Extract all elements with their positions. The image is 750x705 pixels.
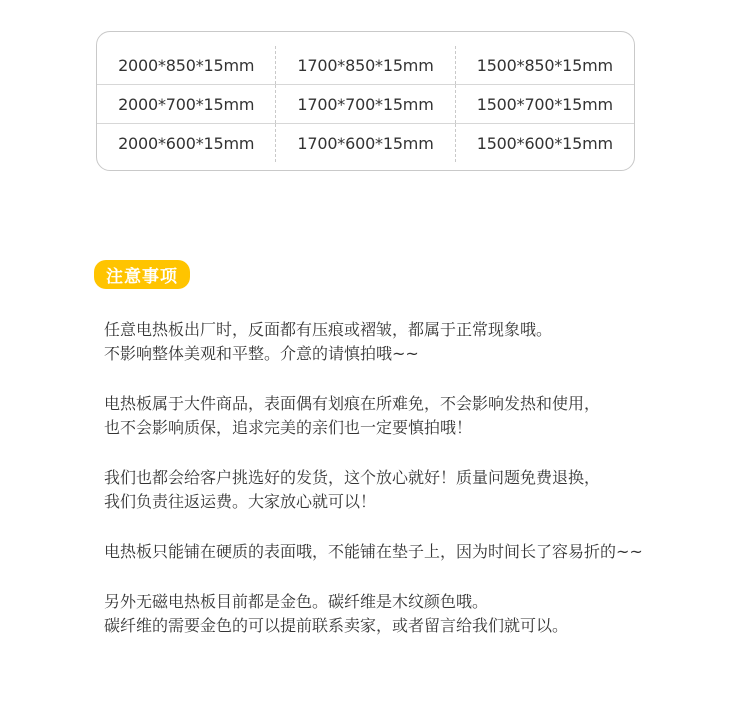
size-cell: 2000*700*15mm bbox=[97, 85, 276, 123]
size-cell: 1700*600*15mm bbox=[276, 124, 455, 162]
size-cell: 2000*850*15mm bbox=[97, 46, 276, 84]
notice-line: 碳纤维的需要金色的可以提前联系卖家，或者留言给我们就可以。 bbox=[104, 616, 569, 635]
notice-line: 另外无磁电热板目前都是金色。碳纤维是木纹颜色哦。 bbox=[104, 592, 489, 611]
size-cell: 2000*600*15mm bbox=[97, 124, 276, 162]
size-row bbox=[97, 124, 634, 162]
notice-paragraph bbox=[104, 392, 724, 440]
size-cell: 1500*850*15mm bbox=[476, 55, 613, 75]
notice-list bbox=[104, 318, 724, 664]
notice-paragraph bbox=[104, 590, 724, 638]
notice-line: 电热板属于大件商品，表面偶有划痕在所难免，不会影响发热和使用， bbox=[104, 394, 601, 413]
size-row bbox=[97, 46, 634, 85]
notice-line: 电热板只能铺在硬质的表面哦，不能铺在垫子上，因为时间长了容易折的~~ bbox=[104, 542, 643, 561]
notice-paragraph bbox=[104, 540, 724, 564]
size-cell: 1500*600*15mm bbox=[476, 133, 613, 153]
size-cell: 1500*700*15mm bbox=[476, 94, 613, 114]
notice-line: 我们负责往返运费。大家放心就可以！ bbox=[104, 492, 377, 511]
notice-line: 我们也都会给客户挑选好的发货，这个放心就好！质量问题免费退换， bbox=[104, 468, 601, 487]
size-table bbox=[96, 31, 635, 171]
size-cell: 1700*850*15mm bbox=[276, 46, 455, 84]
notice-line: 也不会影响质保，追求完美的亲们也一定要慎拍哦！ bbox=[104, 418, 473, 437]
size-row bbox=[97, 85, 634, 124]
notice-line: 不影响整体美观和平整。介意的请慎拍哦~~ bbox=[104, 344, 419, 363]
size-cell: 1700*700*15mm bbox=[276, 85, 455, 123]
notice-paragraph bbox=[104, 466, 724, 514]
notice-line: 任意电热板出厂时，反面都有压痕或褶皱，都属于正常现象哦。 bbox=[104, 320, 553, 339]
notice-title-badge: 注意事项 bbox=[94, 260, 190, 289]
notice-paragraph bbox=[104, 318, 724, 366]
